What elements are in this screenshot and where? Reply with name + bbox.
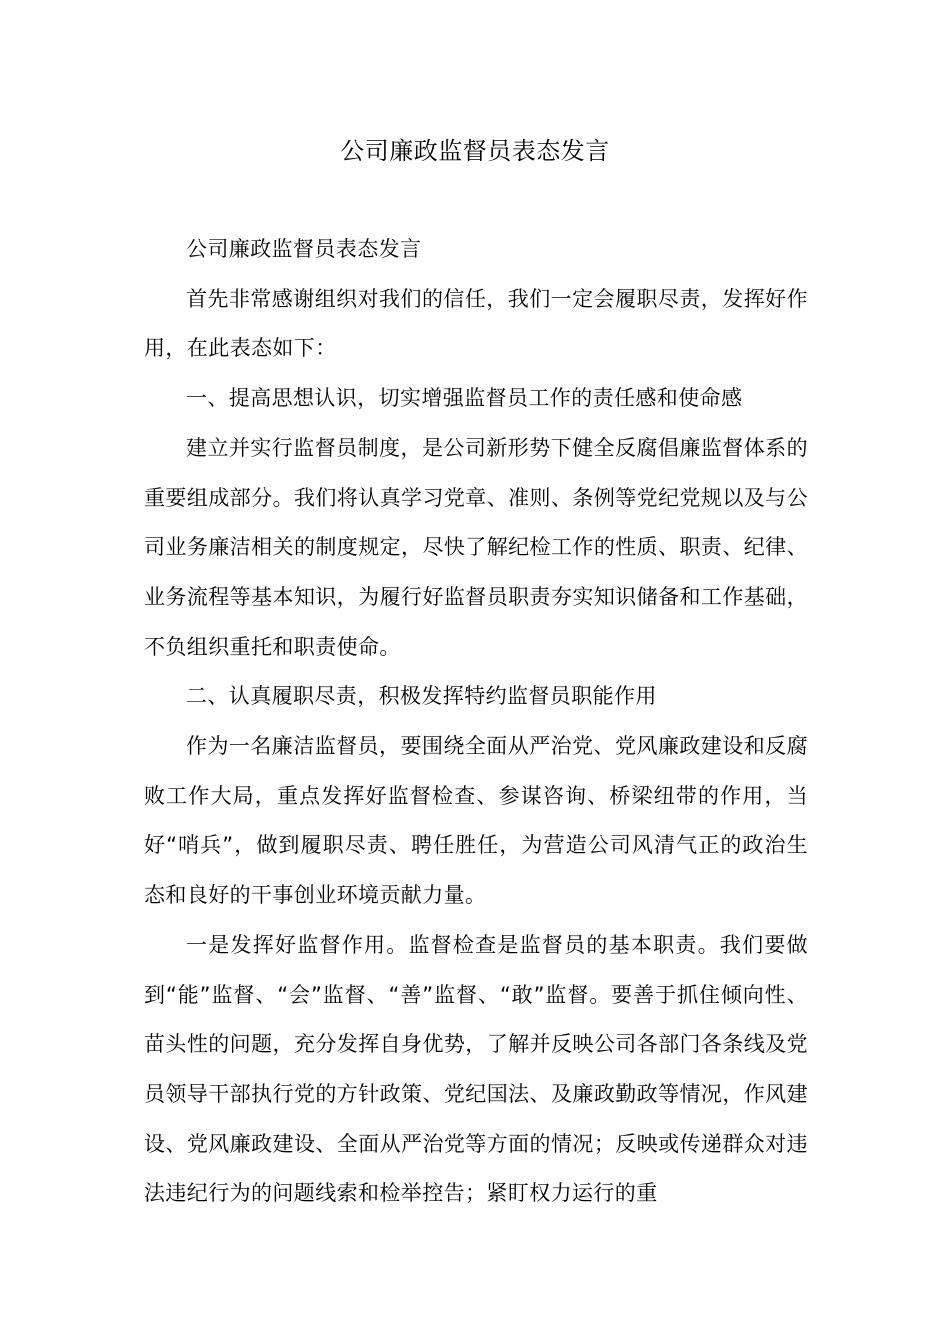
section-heading-1: 一、提高思想认识，切实增强监督员工作的责任感和使命感 xyxy=(186,386,743,411)
section-heading-2: 二、认真履职尽责，积极发挥特约监督员职能作用 xyxy=(186,684,657,709)
document-title: 公司廉政监督员表态发言 xyxy=(340,137,610,165)
paragraph-subtitle: 公司廉政监督员表态发言 xyxy=(186,237,422,261)
paragraph-section-2: 作为一名廉洁监督员，要围绕全面从严治党、党风廉政建设和反腐败工作大局，重点发挥好监督检查、参谋咨询、桥梁纽带的作用，当好“哨兵”，做到履职尽责、聘任胜任，为营造公司风清气正的政治生态和良好的干事创业环境贡献力量。 xyxy=(144,734,808,908)
paragraph-supervision: 一是发挥好监督作用。监督检查是监督员的基本职责。我们要做到“能”监督、“会”监督、“善”监督、“敢”监督。要善于抓住倾向性、苗头性的问题，充分发挥自身优势，了解并反映公司各部门各条线及党员领导干部执行党的方针政策、党纪国法、及廉政勤政等情况，作风建设、党风廉政建设、全面从严治党等方面的情况；反映或传递群众对违法违纪行为的问题线索和检举控告；紧盯权力运行的重 xyxy=(144,932,808,1206)
document-body xyxy=(144,225,808,1219)
paragraph-opening: 首先非常感谢组织对我们的信任，我们一定会履职尽责，发挥好作用，在此表态如下： xyxy=(144,286,808,361)
paragraph-section-1: 建立并实行监督员制度，是公司新形势下健全反腐倡廉监督体系的重要组成部分。我们将认真学习党章、准则、条例等党纪党规以及与公司业务廉洁相关的制度规定，尽快了解纪检工作的性质、职责、纪律、业务流程等基本知识，为履行好监督员职责夯实知识储备和工作基础，不负组织重托和职责使命。 xyxy=(144,435,808,659)
